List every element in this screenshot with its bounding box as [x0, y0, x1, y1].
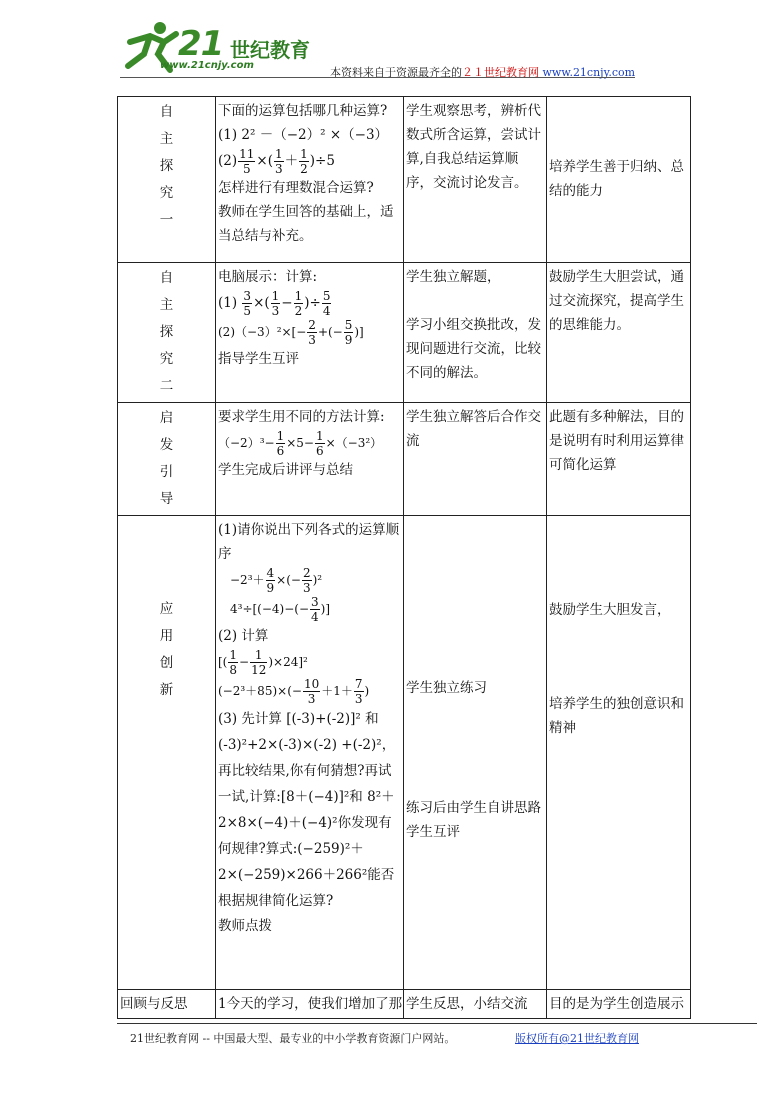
source-prefix: 本资料来自于资源最齐全的: [330, 66, 462, 79]
student-activity: 学生独立解题， 学习小组交换批改，发现问题进行交流，比较不同的解法。: [404, 263, 547, 403]
expression-c: [( $\frac{1}{8}$ − $\frac{1}{12}$ )×24]²: [218, 648, 308, 677]
design-purpose: 培养学生善于归纳、总结的能力: [547, 97, 691, 263]
instruction-text: (2) 计算: [218, 628, 269, 644]
row-label: 自 主 探 究 二: [118, 263, 216, 403]
lesson-table: [117, 96, 691, 1019]
logo-url: www.21cnjy.com: [160, 60, 254, 71]
instruction-text: (1)请你说出下列各式的运算顺序: [218, 522, 400, 562]
footer-divider: [117, 1023, 757, 1024]
table-row: [118, 990, 691, 1019]
logo-text: 世纪教育: [230, 38, 310, 62]
site-logo: [120, 20, 310, 78]
expression-1: (1) 2² －（−2）² ×（−3）: [218, 127, 389, 143]
question-text: 下面的运算包括哪几种运算?: [218, 103, 388, 119]
teaching-content: [216, 403, 404, 516]
table-row: [118, 97, 691, 263]
table-row: [118, 516, 691, 990]
header-divider: [120, 77, 635, 78]
table-row: [118, 263, 691, 403]
expression-a: −2³＋ $\frac{4}{9}$ ×(− $\frac{2}{3}$ )²: [230, 566, 323, 595]
instruction-text: 指导学生互评: [218, 351, 299, 367]
row-label: 应 用 创 新: [118, 516, 216, 990]
table-row: [118, 403, 691, 516]
teaching-content: [216, 263, 404, 403]
student-activity: 学生独立解答后合作交流: [404, 403, 547, 516]
student-activity: 学生反思，小结交流: [404, 990, 547, 1019]
expression: （−2）³− $\frac{1}{6}$ ×5− $\frac{1}{6}$ ×（−3²）: [218, 429, 383, 458]
row-label: 回顾与反思: [118, 990, 216, 1019]
row-label: 自 主 探 究 一: [118, 97, 216, 263]
expression-2: (2)（−3）²×[− $\frac{2}{3}$ +(− $\frac{5}{9}$ )]: [218, 318, 364, 347]
instruction-text: 教师在学生回答的基础上，适当总结与补充。: [218, 204, 394, 244]
source-url[interactable]: www.21cnjy.com: [542, 66, 636, 79]
footer-text: 21世纪教育网 -- 中国最大型、最专业的中小学教育资源门户网站。: [130, 1032, 456, 1045]
expression-2: (2) $\frac{11}{5}$ ×( $\frac{1}{3}$ ＋ $\frac{1}{2}$ )÷5: [218, 147, 335, 176]
design-purpose: 此题有多种解法，目的是说明有时利用运算律可简化运算: [547, 403, 691, 516]
logo-number: 21: [178, 24, 224, 64]
design-purpose: 鼓励学生大胆尝试，通过交流探究，提高学生的思维能力。: [547, 263, 691, 403]
design-purpose: 目的是为学生创造展示: [547, 990, 691, 1019]
teaching-content: [216, 516, 404, 990]
instruction-text: 教师点拨: [218, 918, 272, 934]
instruction-text: 要求学生用不同的方法计算:: [218, 409, 385, 425]
teaching-content: 1今天的学习，使我们增加了那: [216, 990, 404, 1019]
instruction-text: 学生完成后讲评与总结: [218, 462, 353, 478]
student-activity: 学生观察思考，辨析代数式所含运算，尝试计算,自我总结运算顺序，交流讨论发言。: [404, 97, 547, 263]
expression-b: 4³÷[(−4)−(− $\frac{3}{4}$ )]: [230, 595, 331, 624]
expression-1: (1) $\frac{3}{5}$ ×( $\frac{1}{3}$ − $\frac{1}{2}$ )÷ $\frac{5}{4}$: [218, 289, 331, 318]
copyright-link[interactable]: 版权所有@21世纪教育网: [515, 1032, 639, 1045]
expression-d: (−2³＋85)×(− $\frac{10}{3}$ ＋1＋ $\frac{7}{3}$ ): [218, 677, 370, 706]
design-purpose: 鼓励学生大胆发言， 培养学生的独创意识和精神: [547, 516, 691, 990]
instruction-text: (3) 先计算 [(-3)+(-2)]² 和 (-3)²+2×(-3)×(-2) +(-2)²，再比较结果,你有何猜想?再试一试,计算:[8＋(−4)]²和 8²＋2×8×(−4)＋(−4)²你发现有何规律?算式:(−259)²＋2×(−259)×266＋266²能否根据规律简化运算?: [218, 711, 396, 909]
instruction-text: 怎样进行有理数混合运算?: [218, 180, 374, 196]
student-activity: 学生独立练习 练习后由学生自讲思路学生互评: [404, 516, 547, 990]
source-site[interactable]: ２１世纪教育网: [462, 66, 539, 79]
row-label: 启 发 引 导: [118, 403, 216, 516]
teaching-content: [216, 97, 404, 263]
instruction-text: 电脑展示：计算:: [218, 269, 318, 285]
page-header: [0, 0, 780, 80]
